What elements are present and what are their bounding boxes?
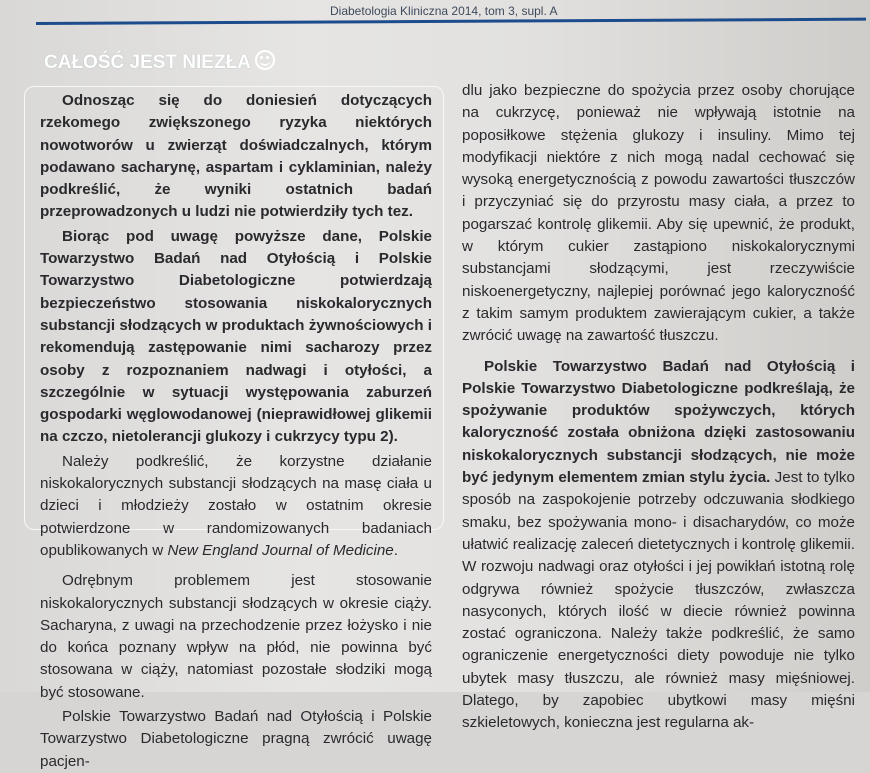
- header-rule: [36, 18, 866, 25]
- paragraph-6: dlu jako bezpieczne do spożycia przez osoby chorujące na cukrzycę, ponieważ nie wpływają istotnie na poposiłkowe stężenia glukozy i insuliny. Mimo tej modyfikacji niektóre z nich mogą nadal cechować się wysoką energetycznością z powodu zawartości tłuszczów i przyczyniać się do przyrostu masy ciała, a przez to pogarszać kontrolę glikemii. Aby się upewnić, że produkt, w którym cukier zastąpiono niskokalorycznymi substancjami słodzącymi, jest rzeczywiście niskoenergetyczny, najlepiej porównać jego kaloryczność z takim samym produktem zawierającym cukier, a także zwrócić uwagę na zawartość tłuszczu.: [462, 82, 855, 345]
- journal-title: New England Journal of Medicine: [167, 541, 394, 559]
- paragraph-7-text: Jest to tylko sposób na zaspokojenie potrzeby odczuwania słodkiego smaku, bez spożywania mono- i disacharydów, co może ułatwić realizację zaleceń dietetycznych i kontrolę glikemii. W rozwoju nadwagi oraz otyłości i jej powikłań istotną rolę odgrywa również spożycie tłuszczów, zwłaszcza nasyconych, których ilość w diecie również powinna zostać ograniczona. Należy także podkreślić, że samo ograniczenie energetyczności diety powoduje nie tylko ubytek masy tłuszczu, ale również masy mięśniowej. Dlatego, by zapobiec ubytkowi masy mięśni szkieletowych, konieczna jest regularna ak-: [462, 469, 855, 732]
- smiley-icon: [255, 50, 275, 70]
- section-title: [44, 50, 275, 74]
- paragraph-5: Polskie Towarzystwo Badań nad Otyłością i Polskie Towarzystwo Diabetologiczne pragną zwrócić uwagę pacjen-: [40, 708, 432, 770]
- paragraph-7-bold: Polskie Towarzystwo Badań nad Otyłością i Polskie Towarzystwo Diabetologiczne podkreślają, że spożywanie produktów spożywczych, których kaloryczność została obniżona dzięki zastosowaniu niskokalorycznych substancji słodzących, nie może być jedynym elementem zmian stylu życia.: [462, 357, 855, 487]
- paragraph-3-text: Należy podkreślić, że korzystne działanie niskokalorycznych substancji słodzących na masę ciała u dzieci i młodzieży zostało w ostatnim okresie potwierdzone w randomizowanych badaniach opublikowanych w: [40, 452, 432, 559]
- right-column: [462, 80, 855, 735]
- paragraph-3: [40, 451, 432, 562]
- running-header: Diabetologia Kliniczna 2014, tom 3, supl. A: [330, 4, 558, 18]
- paragraph-4: Odrębnym problemem jest stosowanie niskokalorycznych substancji słodzących w okresie ciąży. Sacharyna, z uwagi na przechodzenie przez łożysko i nie do końca poznany wpływ na płód, nie powinna być stosowana w ciąży, natomiast pozostałe słodziki mogą być stosowane.: [40, 572, 432, 701]
- paragraph-2: Biorąc pod uwagę powyższe dane, Polskie Towarzystwo Badań nad Otyłością i Polskie Towarzystwo Diabetologiczne potwierdzają bezpieczeństwo stosowania niskokalorycznych substancji słodzących w produktach żywnościowych i rekomendują zastępowanie nimi sacharozy przez osoby z rozpoznaniem nadwagi i otyłości, a szczególnie w sytuacji występowania zaburzeń gospodarki węglowodanowej (nieprawidłowej glikemii na czczo, nietolerancji glukozy i cukrzycy typu 2).: [40, 227, 432, 446]
- left-column: [40, 90, 432, 773]
- paragraph-1: Odnosząc się do doniesień dotyczących rzekomego zwiększonego ryzyka niektórych nowotworów u zwierząt doświadczalnych, którym podawano sacharynę, aspartam i cyklaminian, należy podkreślić, że wyniki ostatnich badań przeprowadzonych u ludzi nie potwierdziły tych tez.: [40, 92, 432, 221]
- section-title-text: CAŁOŚĆ JEST NIEZŁA: [44, 52, 251, 73]
- paragraph-3-end: .: [393, 541, 398, 559]
- paragraph-7: [462, 356, 855, 735]
